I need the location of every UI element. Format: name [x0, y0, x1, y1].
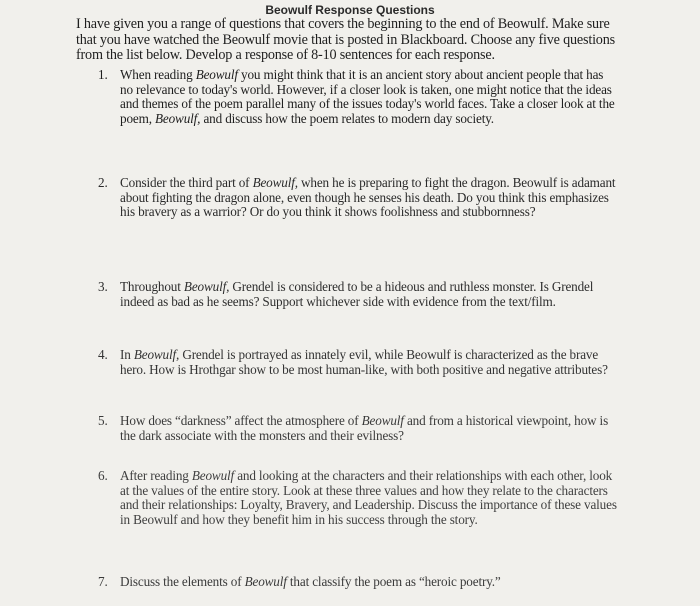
question-text: In Beowulf, Grendel is portrayed as innately evil, while Beowulf is characterized as the brave hero. How is Hrothgar show to be most human-like, with both positive and negative attributes?: [120, 347, 608, 377]
document-title: Beowulf Response Questions: [265, 3, 435, 17]
question-number: 6.: [98, 468, 108, 483]
question-item-6: [98, 469, 618, 527]
question-number: 4.: [98, 347, 108, 362]
question-number: 1.: [98, 67, 108, 82]
question-item-4: [98, 348, 618, 377]
question-item-3: [98, 280, 618, 309]
question-number: 5.: [98, 413, 108, 428]
question-item-7: [98, 575, 618, 590]
question-text: When reading Beowulf you might think that it is an ancient story about ancient people that has no relevance to today's world. However, if a closer look is taken, one might notice that the ideas and themes of the poem parallel many of the issues today's world faces. Take a closer look at the poem, Beowulf, and discuss how the poem relates to modern day society.: [120, 67, 615, 126]
question-item-2: [98, 176, 618, 220]
question-text: Consider the third part of Beowulf, when he is preparing to fight the dragon. Beowulf is adamant about fighting the dragon alone, even though he senses his death. Do you think this emphasizes his bravery as a warrior? Or do you think it shows foolishness and stubbornness?: [120, 175, 616, 219]
question-text: Throughout Beowulf, Grendel is considered to be a hideous and ruthless monster. Is Grendel indeed as bad as he seems? Support whichever side with evidence from the text/film.: [120, 279, 594, 309]
question-text: After reading Beowulf and looking at the characters and their relationships with each other, look at the values of the entire story. Look at these three values and how they relate to the characters and their relationships: Loyalty, Bravery, and Leadership. Discuss the importance of these values in Beowulf and how they benefit him in his success through the story.: [120, 468, 617, 527]
intro-paragraph: I have given you a range of questions that covers the beginning to the end of Beowulf. Make sure that you have watched the Beowulf movie that is posted in Blackboard. Choose any five questions from the list below. Develop a response of 8-10 sentences for each response.: [76, 16, 615, 63]
question-item-5: [98, 414, 618, 443]
question-number: 2.: [98, 175, 108, 190]
question-text: How does “darkness” affect the atmosphere of Beowulf and from a historical viewpoint, how is the dark associate with the monsters and their evilness?: [120, 413, 609, 443]
question-number: 7.: [98, 574, 108, 589]
question-item-1: [98, 68, 618, 126]
question-number: 3.: [98, 279, 108, 294]
question-text: Discuss the elements of Beowulf that classify the poem as “heroic poetry.”: [120, 574, 501, 589]
